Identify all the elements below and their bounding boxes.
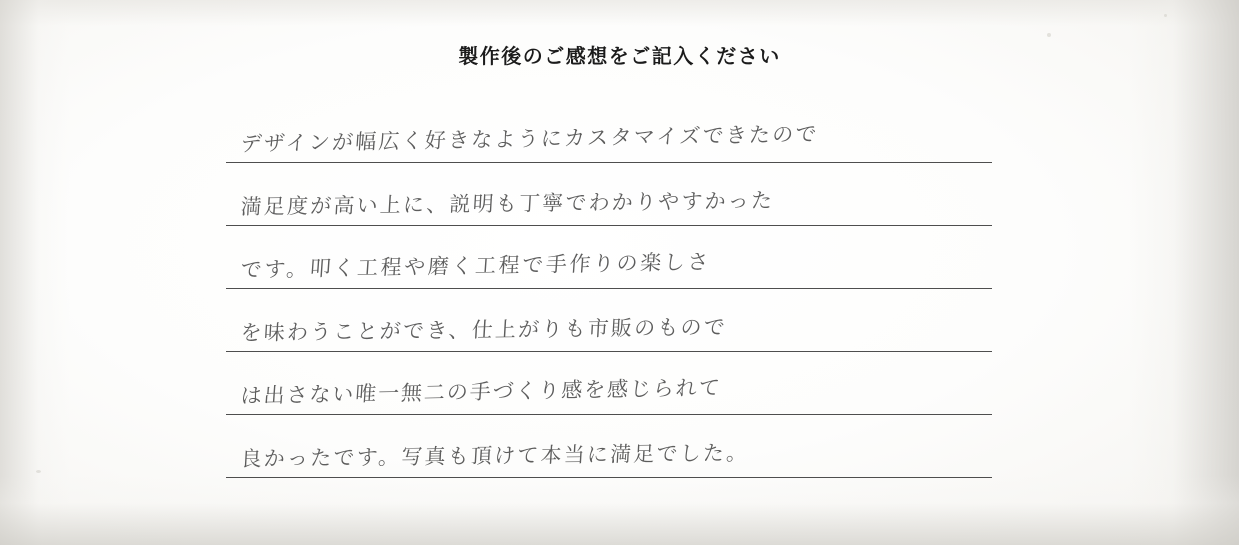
ruled-line — [226, 415, 992, 478]
handwritten-text-line: 良かったです。写真も頂けて本当に満足でした。 — [239, 440, 751, 472]
handwritten-text-line: を味わうことができ、仕上がりも市販のもので — [239, 315, 728, 346]
ruled-line — [226, 352, 992, 415]
scan-shadow-right — [1129, 0, 1239, 545]
scan-shadow-bottom — [0, 475, 1239, 545]
handwritten-text-line: 満足度が高い上に、説明も丁寧でわかりやすかった — [239, 188, 775, 220]
scan-shadow-top — [0, 0, 1239, 26]
handwritten-text-line: です。叩く工程や磨く工程で手作りの楽しさ — [239, 249, 712, 283]
ruled-line — [226, 163, 992, 226]
handwritten-text-line: デザインが幅広く好きなようにカスタマイズできたので — [239, 121, 820, 157]
handwritten-text-line: は出さない唯一無二の手づくり感を感じられて — [239, 375, 723, 409]
paper-speck — [36, 470, 41, 473]
rule-underline — [226, 477, 992, 478]
paper-speck — [1047, 33, 1051, 37]
ruled-line — [226, 226, 992, 289]
paper-speck — [1164, 14, 1167, 17]
ruled-line — [226, 289, 992, 352]
page-title: 製作後のご感想をご記入ください — [458, 44, 781, 68]
handwriting-ruled-area — [226, 100, 992, 478]
ruled-line — [226, 100, 992, 163]
scan-shadow-left — [0, 0, 70, 545]
